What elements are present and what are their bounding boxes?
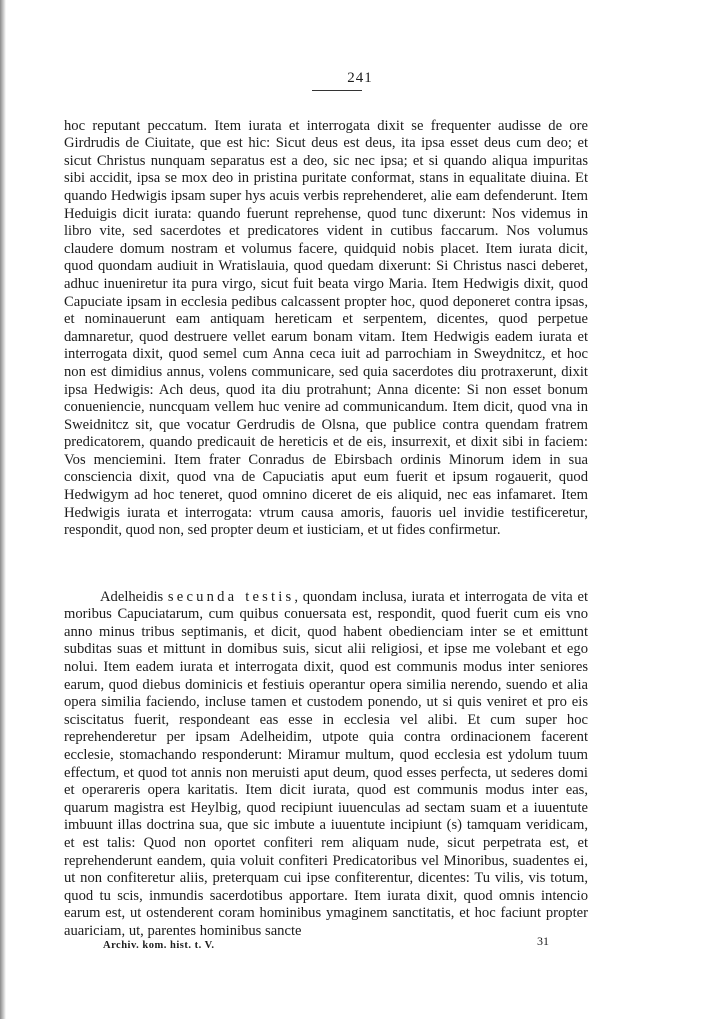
page-binding-edge: [0, 0, 6, 1019]
witness-name: Adelheidis: [100, 588, 168, 605]
page-number: 241: [347, 70, 373, 86]
paragraph-adelheidis-testimony: [64, 589, 588, 941]
witness-designation: secunda testis: [167, 588, 295, 605]
sheet-number: 31: [537, 934, 549, 948]
signature-mark: Archiv. kom. hist. t. V.: [103, 940, 215, 951]
testimony-text: , quondam inclusa, iurata et interrogata de vita et moribus Capuciatarum, cum quibus conuersata est, respondit, quod fuerit cum eis vno anno minus tribus septimanis, et dicit, quod habent obedienciam inter se et emittunt subditas suas et mittunt in domibus suis, sicut alii religiosi, et ipse me volebant et ego nolui. Item eadem iurata et interrogata dixit, quod est communis modus inter seniores earum, quod diebus dominicis et festiuis operantur opera similia nerendo, suendo et alia opera similia faciendo, incluse tamen et custodem ponendo, ut si quis veniret et pro eis sciscitatus fuerit, respondeant eas esse in ecclesia vel alibi. Et cum super hoc reprehenderetur per ipsam Adelheidim, utpote quia contra ordinacionem facerent ecclesie, stomachando responderunt: Miramur multum, quod ecclesia est ydolum tuum effectum, et quod tot annis non meruisti aput deum, quod esses perfecta, ut sederes domi et operareris opera karitatis. Item dicit iurata, quod est communis modus inter eas, quarum magistra est Heylbig, quod recipiunt iuuenculas ad sectam suam et a iuuentute imbuunt illas doctrina sua, que sic imbute a iuuentute incipiunt (s) tamquam veridicam, et est talis: Quod non oportet confiteri rem aliquam nude, sicut perpetrata est, et reprehenderunt eandem, quia voluit confiteri Predicatoribus vel Minoribus, suadentes ei, ut non confiteretur aliis, preterquam cui ipse confiterentur, dicentes: Tu vilis, vis totum, quod tu scis, inmundis sacerdotibus apportare. Item iurata dixit, quod omnis intencio earum est, ut ostenderent coram hominibus ymaginem sanctitatis, et hoc faciunt propter auariciam, ut, parentes hominibus sancte: [64, 588, 588, 939]
header-rule: [312, 90, 362, 91]
paragraph-hedwigis-testimony: hoc reputant peccatum. Item iurata et interrogata dixit se frequenter audisse de ore Girdrudis de Ciuitate, que est hic: Sicut deus est deus, ita ipsa esset deus cum deo; et sicut Christus nunquam separatus est a deo, sic nec ipsa; et si quando aliqua impuritas sibi accidit, ipsa se mox deo in pristina puritate conformat, stans in equalitate diuina. Et quando Hedwigis ipsam super hys acuis verbis reprehenderet, alie eam defenderunt. Item Heduigis dicit iurata: quando fuerunt reprehense, quod tunc dixerunt: Nos videmus in libro vite, sed sacerdotes et predicatores vident in cutibus faccarum. Nos volumus claudere domum nostram et volumus facere, quidquid nobis placet. Item iurata dicit, quod quondam audiuit in Wratislauia, quod quedam dixerunt: Si Christus nasci deberet, adhuc inueniretur ita pura virgo, sicut fuit beata virgo Maria. Item Hedwigis dixit, quod Capuciate ipsam in ecclesia pedibus calcassent propter hoc, quod deponeret contra ipsas, et nominauerunt eam antiquam hereticam et serpentem, dicentes, quod perpetue damnaretur, quod destruere vellet earum bonam vitam. Item Hedwigis eadem iurata et interrogata dixit, quod semel cum Anna ceca iuit ad parrochiam in Sweydnitcz, et hoc non est dimidius annus, volens communicare, sed quia sacerdotes diu protraxerunt, dixit ipsa Hedwigis: Ach deus, quod ita diu protrahunt; Anna dicente: Si non esset bonum conueniencie, nuncquam vellem huc venire ad communicandum. Item dicit, quod vna in Sweidnitcz sit, que vocatur Gerdrudis de Olsna, que publice contra quendam fratrem predicatorem, quando predicauit de hereticis et de eis, insurrexit, et dixit sibi in faciem: Vos mencieminі. Item frater Conradus de Ebirsbach ordinis Minorum idem in sua consciencia dixit, quod vna de Capuciatis aput eum fuerit et ipsum rogauerit, quod Hedwigym ad hoc teneret, quod omnino diceret de eis aliquid, nec eas infamaret. Item Hedwigis iurata et interrogata: vtrum causa amoris, fauoris uel invidie testificeretur, respondit, quod non, sed propter deum et iusticiam, et ut fides confirmetur.: [64, 117, 588, 539]
